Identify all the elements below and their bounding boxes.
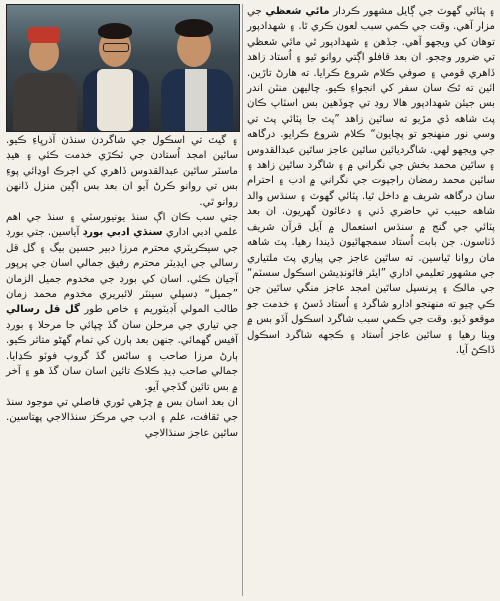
paragraph-journey: ۽ پٽائي گهوٽ جي ڳايل مشهور ڪردار مائي شعظي جي مزار آهي. وقت جي ڪمي سبب لعون ڪري ٿا. ۽ شهدادپور توهان کي ويجهو آهي. جڏهن ۽ شهدادپور ٿي مائي شعظي تي ضرور وڃجو. ان بعد قافلو اڳتي روانو ٿيو ۽ اُستاد زاهد ڏاهري قومي ۽ صوفي ڪلام شروع ڪرايا. ته هارڻ تاڙين. ائين ته ٿڪ سان سفر کي انجواءِ ڪيو. چاليهن منٽن اندر بس جيئن شهدادپور هالا روڊ تي چوڏهين بس اسٽاپ ڪان پٽ شاهه ڏي مڙيو ته ساٿين زاهد ”پٽ جا پٽائي پٽ تي وسي نور منهنجو تو پچايون“ ڪلام شروع ڪرايو. درگاهه جي ويجهو لهي. شاگرديائين ساٿين عاجز ساٿين عبدالقدوس ۽ ساٿين محمد بخش جي نگراني ۾ ۽ شاگرد ساٿين زاهد ۽ ساٿين محمد رمضان راجپوت جي نگراني ۾ ادب ۽ احترام سان درگاهه شريف ۾ داخل ٿيا. پٽائي گهوٽ ۽ سنڌس والد شاهه حبيب تي حاضري ڏني ۽ دعائون گهريون. ان بعد پٽائي جي گنج ۾ سنڌس استعمال ۾ آيل قرآن شريف ڏٺاسون. جن بابت اُستاد سمجهائيون ڏيندا رهيا. پٽ شاهه مان روانا ٿياسين. ته ساٿين عاجز جي پياري پٽ ملتياري جي مشهور تعليمي اداري ”ايئر فائونڊيشن اسڪول سسٽم“ جي مالڪ ۽ پرنسپل ساٿين امجد عاجز منگي ساٿين جن ڪي چيو ته منهنجو ادارو شاگرد ۽ اُستاد ڏسڻ ۽ خدمت جو موقعو ڏيو. وقت جي ڪمي سبب شاگرد اسڪول آڏو بس ۾ ويٺا رهيا ۽ ساٿين عاجز اُستاد ۽ ڪجهه شاگرد اسڪول ڏاڪڻ آيا. <box>247 6 496 356</box>
person-middle <box>79 15 151 131</box>
person-right <box>155 11 237 131</box>
column-divider <box>242 4 243 596</box>
gul-phul-magazine-name: گل قل رسالي <box>6 304 80 316</box>
paragraph-gate-welcome: ۽ گيٽ تي اسڪول جي شاگردن سنڌن آذرڀاءِ ڪيو. ساٿين امجد اُستادن جي ٽڪڙي خدمت ڪئي ۽ هيڊ ماسٽر ساٿين عبدالقدوس ڏاهري کي اجرڪ اوڍائي پوءِ بس تي روانو ڪرڻ آيو ان بعد بس اڳين منزل ڏانهن روانو ٿي. <box>6 135 238 208</box>
poetry-quote: ”پٽ جا پٽائي پٽ تي وسي نور منهنجو تو پچايون“ <box>247 113 496 141</box>
sindhi-adabi-board-name: سنڌي ادبي بورڊ <box>82 227 163 239</box>
mai-shazi-name: مائي شعظي <box>265 6 330 17</box>
paragraph-sindhi-adabi-board: جتي سب ڪان اڳ سنڌ يونيورسٽي ۽ سنڌ جي اهم علمي ادبي اداري سنڌي ادبي بورڊ آياسين. جتي بورڊ جي سيڪريٽري محترم مرزا دبير حسين بيگ ۽ گل قل رسالي جي ايڊيٽر محترم رفيق جمالي اسان جي پرپور آجيان ڪئي. اسان کي بورڊ جي مخدوم جميل الزمان ”جميل“ ڊسپلي سينٽر لائبريري مخدوم محمد زمان طالب المولي آڊيٽوريم ۽ خاص طور گل قل رسالي جي تياري جي مرحلن سان گڏ ڇپائي جا مرحلا ۽ بورڊ آفيس گهمائي. جنهن بعد ٻارن کي تمام گهڻو متاثر ڪيو. ٻارڻ مرزا صاحب ۽ ساٿس گڏ گروپ فوٽو ڪڍايا. جمالي صاحب ڊيڊ ڪلاڪ تائين اسان سان گڏ هو ۽ آخر ۾ بس تائين گڏجي آيو. <box>6 212 238 393</box>
right-column <box>247 4 495 358</box>
group-photo <box>6 4 240 132</box>
school-name-quote: ”ايئر فائونڊيشن اسڪول سسٽم“ <box>247 267 387 279</box>
person-left <box>9 21 81 131</box>
paragraph-sindhology: ان بعد اسان بس ۾ چڙهي ٿوري فاصلي تي موجود سنڌ جي ثقافت، علم ۽ ادب جي مرڪز سنڌالاجي پهتاسين. ساٿين عاجز سنڌالاجي <box>6 396 238 439</box>
left-column <box>6 133 238 441</box>
